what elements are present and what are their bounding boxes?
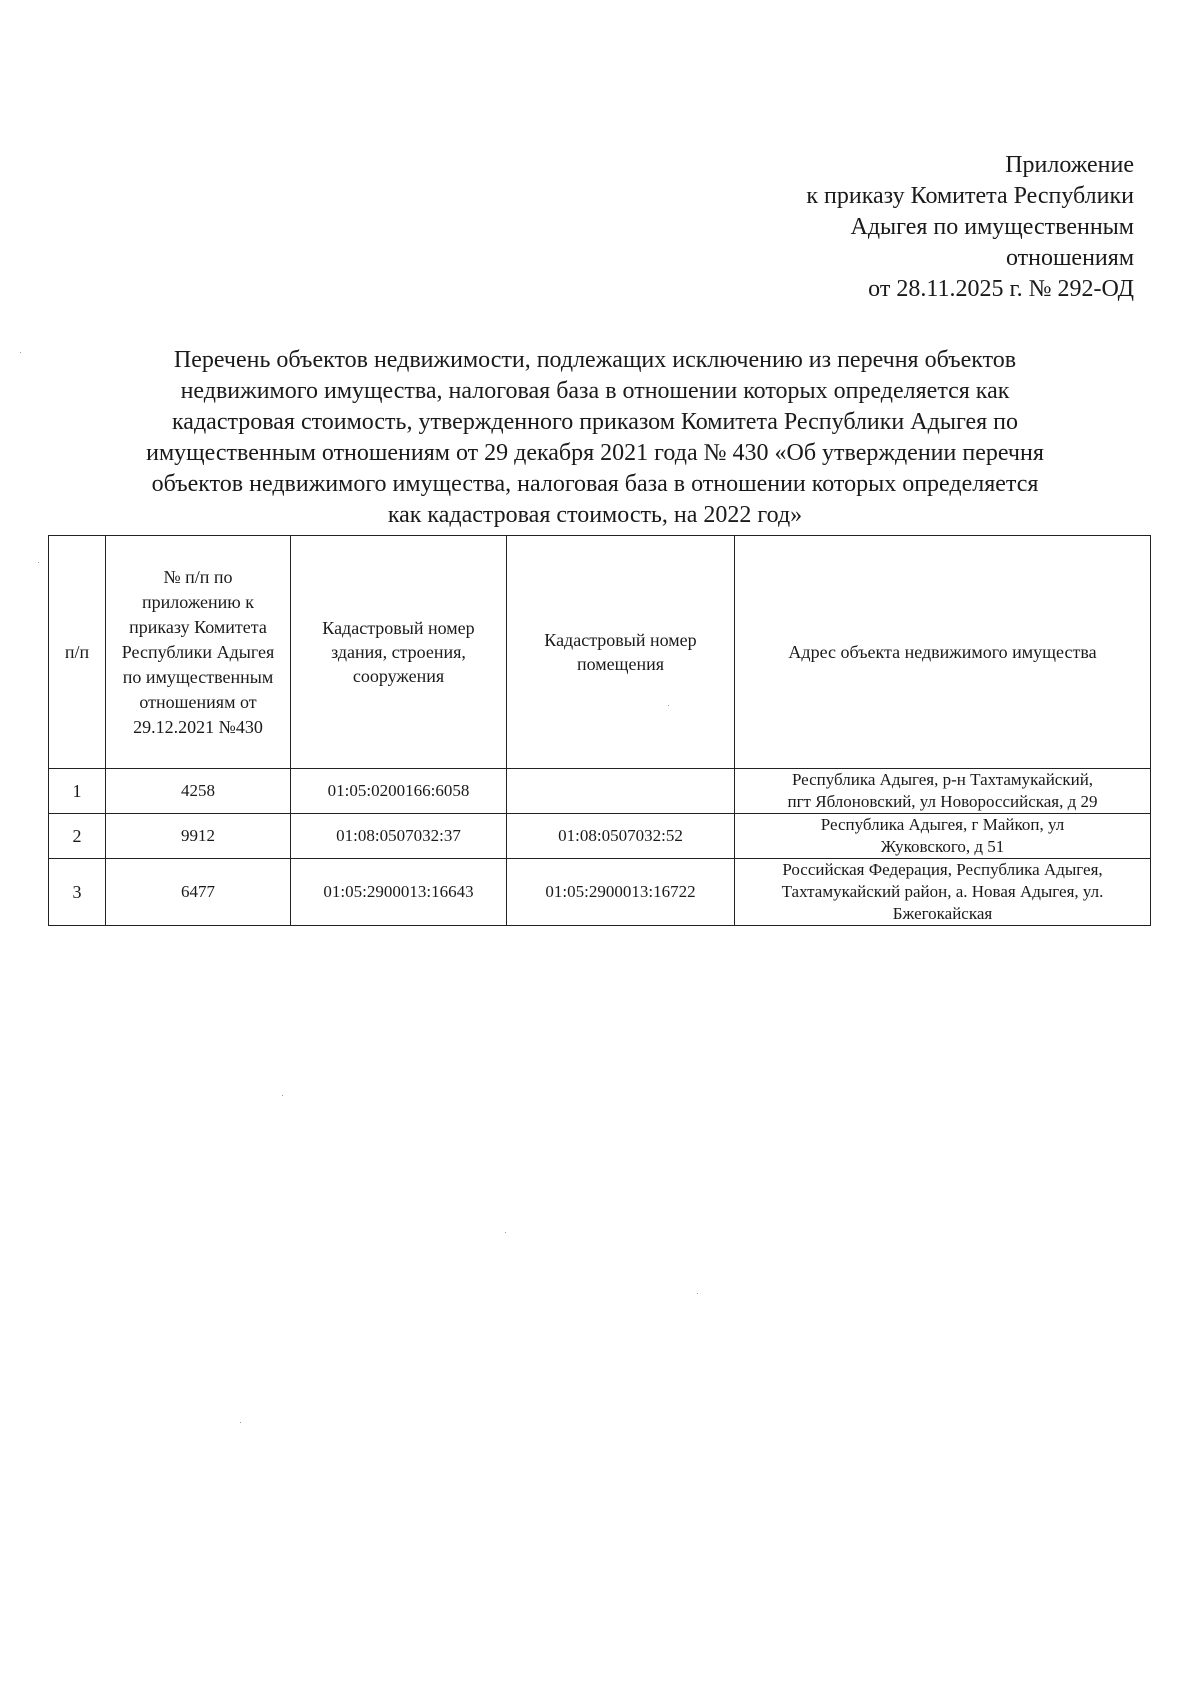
appendix-line: отношениям [1005,245,1134,271]
address-line: Республика Адыгея, р-н Тахтамукайский, [791,770,1094,789]
title-line: Перечень объектов недвижимости, подлежащих исключению из перечня объектов [173,347,1017,373]
title-line: кадастровая стоимость, утвержденного приказом Комитета Республики Адыгея по [172,409,1018,435]
appendix-line: к приказу Комитета Республики [806,183,1134,209]
cell-building-cadastral: 01:05:0200166:6058 [291,769,507,814]
header-premises-cadastral: Кадастровый номер помещения [507,536,735,769]
scan-speck [505,1232,506,1233]
cell-building-cadastral: 01:05:2900013:16643 [291,859,507,926]
address-line: Российская Федерация, Республика Адыгея, [782,860,1103,879]
cell-building-cadastral: 01:08:0507032:37 [291,814,507,859]
scan-speck [38,562,39,563]
title-line: как кадастровая стоимость, на 2022 год» [387,502,803,528]
objects-table [48,535,1151,926]
table-header-row [49,536,1151,769]
title-line: имущественным отношениям от 29 декабря 2021 года № 430 «Об утверждении перечня [146,440,1044,466]
cell-index: 3 [49,859,106,926]
cell-premises-cadastral [507,769,735,814]
header-address: Адрес объекта недвижимого имущества [735,536,1151,769]
appendix-line: от 28.11.2025 г. № 292-ОД [868,276,1134,302]
table-row [49,859,1151,926]
cell-premises-cadastral: 01:08:0507032:52 [507,814,735,859]
scan-speck [668,705,669,706]
cell-ref-number: 6477 [106,859,291,926]
scan-speck [282,1095,283,1096]
cell-premises-cadastral: 01:05:2900013:16722 [507,859,735,926]
cell-ref-number: 9912 [106,814,291,859]
scan-speck [697,1293,698,1294]
table-row [49,814,1151,859]
cell-address [735,769,1151,814]
cell-index: 2 [49,814,106,859]
title-line: объектов недвижимого имущества, налоговая база в отношении которых определяется [151,471,1039,497]
cell-address [735,859,1151,926]
address-line: Республика Адыгея, г Майкоп, ул [820,815,1065,834]
appendix-line: Адыгея по имущественным [850,214,1134,240]
table-row [49,769,1151,814]
scan-speck [240,1422,241,1423]
header-index: п/п [49,536,106,769]
header-ref-number: № п/п по приложению к приказу Комитета Республики Адыгея по имущественным отношениям от 29.12.2021 №430 [106,536,291,769]
scan-speck [20,352,21,353]
cell-address [735,814,1151,859]
document-title [60,345,1130,531]
cell-ref-number: 4258 [106,769,291,814]
appendix-block [614,150,1134,305]
address-line: пгт Яблоновский, ул Новороссийская, д 29 [787,792,1098,811]
title-line: недвижимого имущества, налоговая база в отношении которых определяется как [180,378,1010,404]
appendix-line: Приложение [1005,152,1134,178]
address-line: Жуковского, д 51 [880,837,1005,856]
address-line: Тахтамукайский район, а. Новая Адыгея, ул. [781,882,1104,901]
cell-index: 1 [49,769,106,814]
header-building-cadastral: Кадастровый номер здания, строения, сооружения [291,536,507,769]
address-line: Бжегокайская [892,904,993,923]
